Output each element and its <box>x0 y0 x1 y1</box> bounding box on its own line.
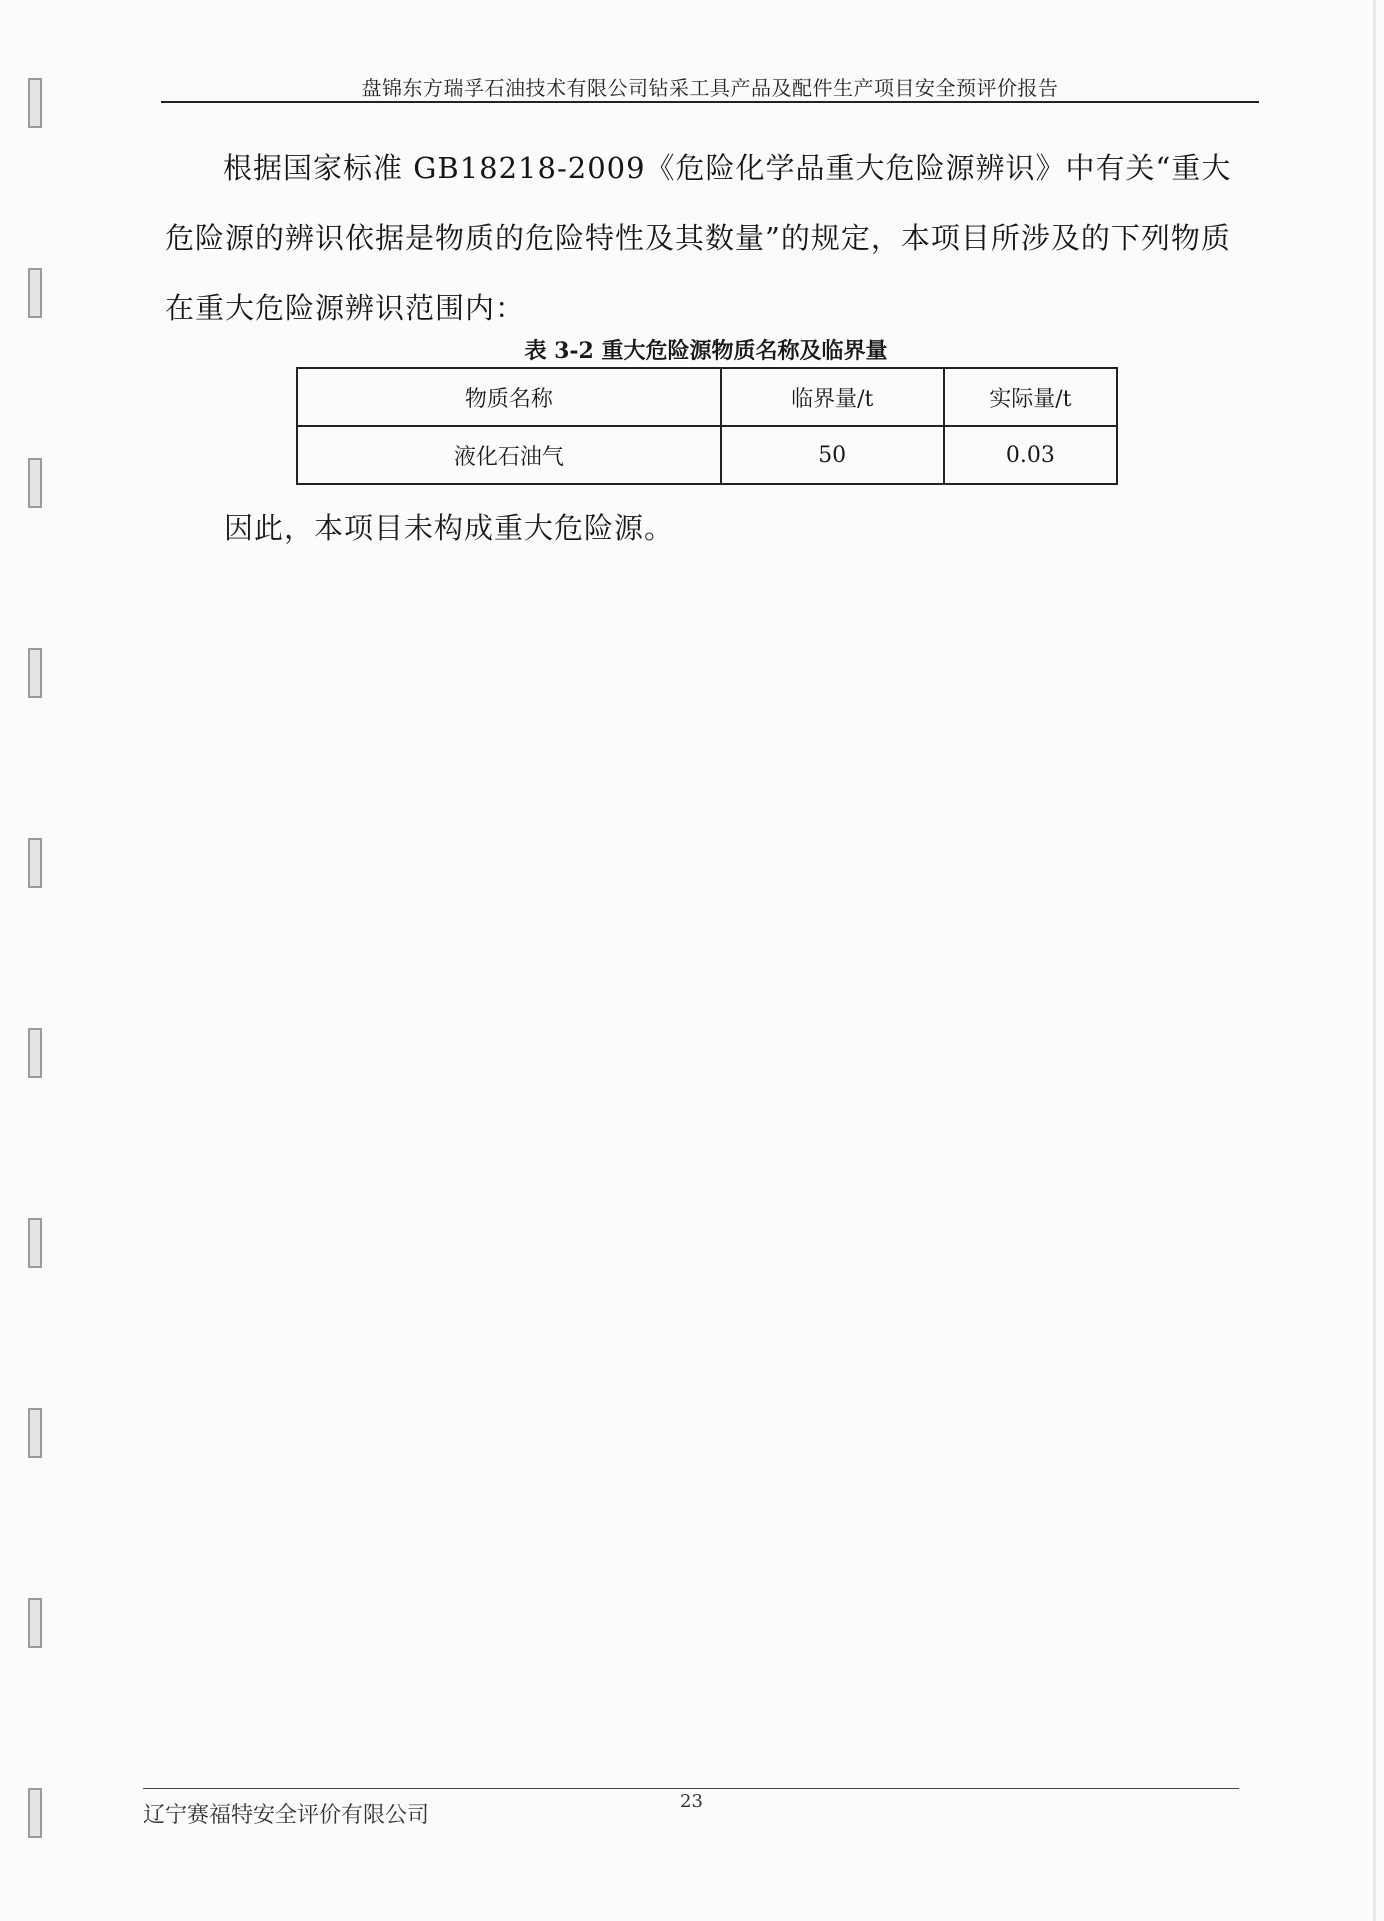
column-header-actual: 实际量/t <box>944 368 1117 426</box>
binding-mark <box>28 1598 42 1648</box>
column-header-substance: 物质名称 <box>297 368 721 426</box>
table-caption: 表 3-2 重大危险源物质名称及临界量 <box>524 338 888 364</box>
binding-mark <box>28 1408 42 1458</box>
binding-mark <box>28 648 42 698</box>
binding-mark <box>28 78 42 128</box>
page-number: 23 <box>680 1791 703 1812</box>
page-edge <box>1373 0 1376 1921</box>
footer-company: 辽宁赛福特安全评价有限公司 <box>143 1803 430 1828</box>
binding-mark <box>28 1028 42 1078</box>
table-header-row <box>297 368 1117 426</box>
binding-marks <box>28 0 58 1921</box>
binding-mark <box>28 1218 42 1268</box>
table-row <box>297 426 1117 484</box>
binding-mark <box>28 458 42 508</box>
column-header-threshold: 临界量/t <box>721 368 944 426</box>
cell-substance: 液化石油气 <box>297 426 721 484</box>
conclusion-text: 因此，本项目未构成重大危险源。 <box>224 511 675 545</box>
header-rule <box>161 101 1259 103</box>
page-header: 盘锦东方瑞孚石油技术有限公司钻采工具产品及配件生产项目安全预评价报告 <box>361 76 1059 100</box>
cell-threshold: 50 <box>721 426 944 484</box>
hazard-table <box>296 367 1118 485</box>
binding-mark <box>28 1788 42 1838</box>
binding-mark <box>28 838 42 888</box>
binding-mark <box>28 268 42 318</box>
body-paragraph: 根据国家标准 GB18218-2009《危险化学品重大危险源辨识》中有关“重大危险源的辨识依据是物质的危险特性及其数量”的规定，本项目所涉及的下列物质在重大危险源辨识范围内： <box>165 151 1232 325</box>
cell-actual: 0.03 <box>944 426 1117 484</box>
footer-rule <box>143 1788 1239 1789</box>
